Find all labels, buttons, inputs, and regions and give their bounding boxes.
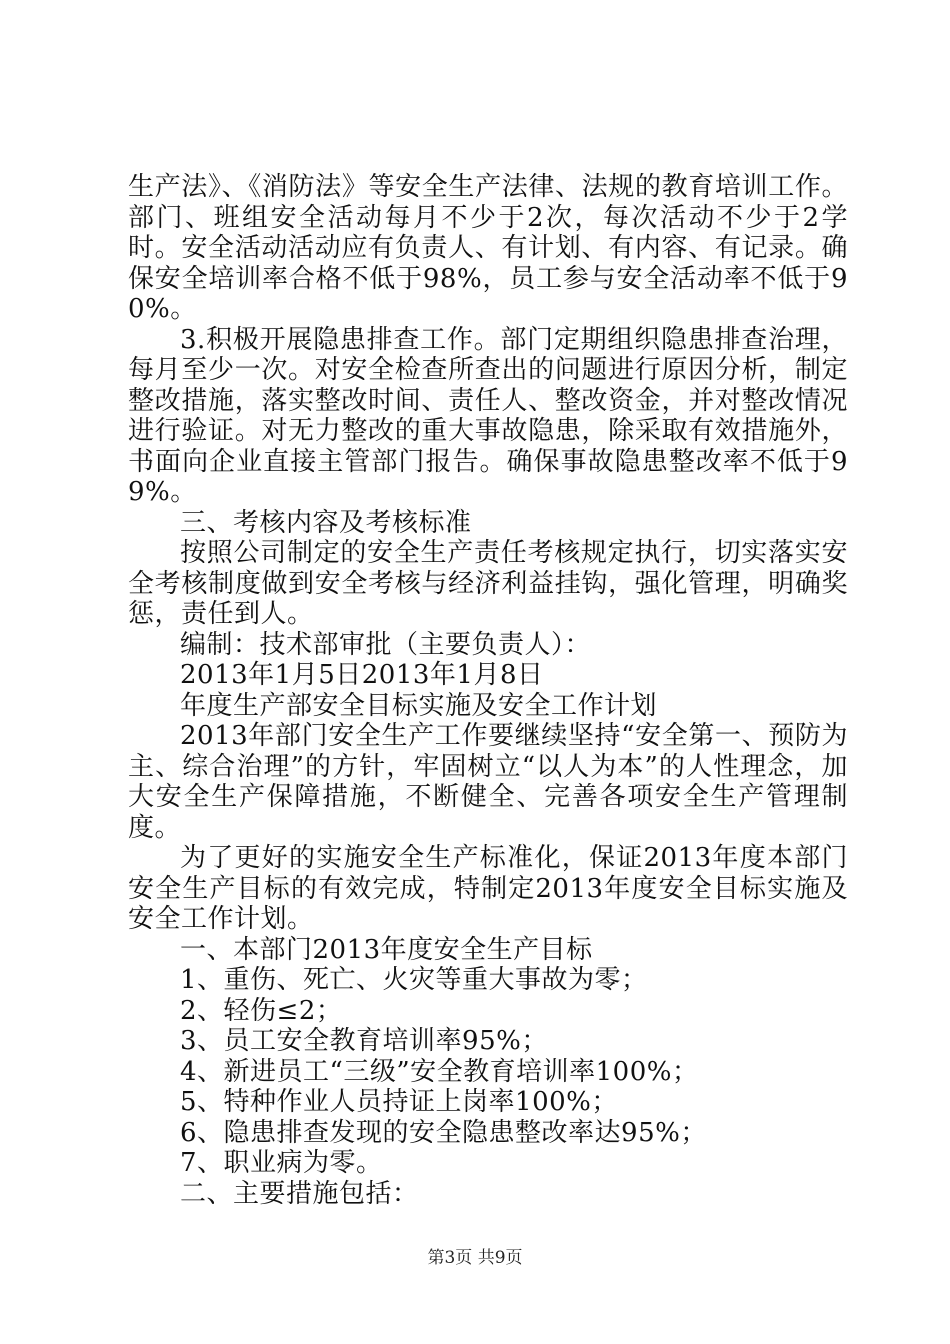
section-heading-measures: 二、主要措施包括： [180, 1178, 419, 1209]
date-line: 2013年1月5日2013年1月8日 [180, 660, 544, 690]
paragraph-purpose: 为了更好的实施安全生产标准化，保证2013年度本部门安全生产目标的有效完成，特制定2013年度安全目标实施及安全工作计划。 [128, 843, 848, 934]
paragraph-hazard-inspection: 3.积极开展隐患排查工作。部门定期组织隐患排查治理，每月至少一次。对安全检查所查出的问题进行原因分析，制定整改措施，落实整改时间、责任人、整改资金，并对整改情况进行验证。对无力整改的重大事故隐患，除采取有效措施外，书面向企业直接主管部门报告。确保事故隐患整改率不低于99%。 [128, 324, 848, 507]
paragraph-training-continued: 生产法》、《消防法》等安全生产法律、法规的教育培训工作。部门、班组安全活动每月不少于2次，每次活动不少于2学时。安全活动活动应有负责人、有计划、有内容、有记录。确保安全培训率合格不低于98%，员工参与安全活动率不低于90%。 [128, 172, 848, 324]
list-item: 7、职业病为零。 [180, 1148, 383, 1178]
section-heading-goals: 一、本部门2013年度安全生产目标 [180, 934, 593, 965]
paragraph-assessment-rules: 按照公司制定的安全生产责任考核规定执行，切实落实安全考核制度做到安全考核与经济利益挂钩，强化管理，明确奖惩，责任到人。 [128, 538, 848, 629]
document-title: 年度生产部安全目标实施及安全工作计划 [180, 690, 658, 721]
list-item: 2、轻伤≤2； [180, 995, 343, 1026]
list-item: 1、重伤、死亡、火灾等重大事故为零； [180, 965, 648, 995]
signature-line: 编制：技术部审批（主要负责人）： [180, 629, 592, 660]
list-item: 4、新进员工“三级”安全教育培训率100%； [180, 1056, 699, 1087]
section-heading-assessment: 三、考核内容及考核标准 [180, 507, 472, 538]
page-number-footer: 第3页 共9页 [427, 1248, 523, 1268]
list-item: 3、员工安全教育培训率95%； [180, 1026, 548, 1056]
paragraph-policy: 2013年部门安全生产工作要继续坚持“安全第一、预防为主、综合治理”的方针，牢固树立“以人为本”的人性理念，加大安全生产保障措施，不断健全、完善各项安全生产管理制度。 [128, 721, 848, 843]
document-body [128, 172, 848, 1209]
list-item: 6、隐患排查发现的安全隐患整改率达95%； [180, 1117, 707, 1148]
list-item: 5、特种作业人员持证上岗率100%； [180, 1087, 618, 1117]
